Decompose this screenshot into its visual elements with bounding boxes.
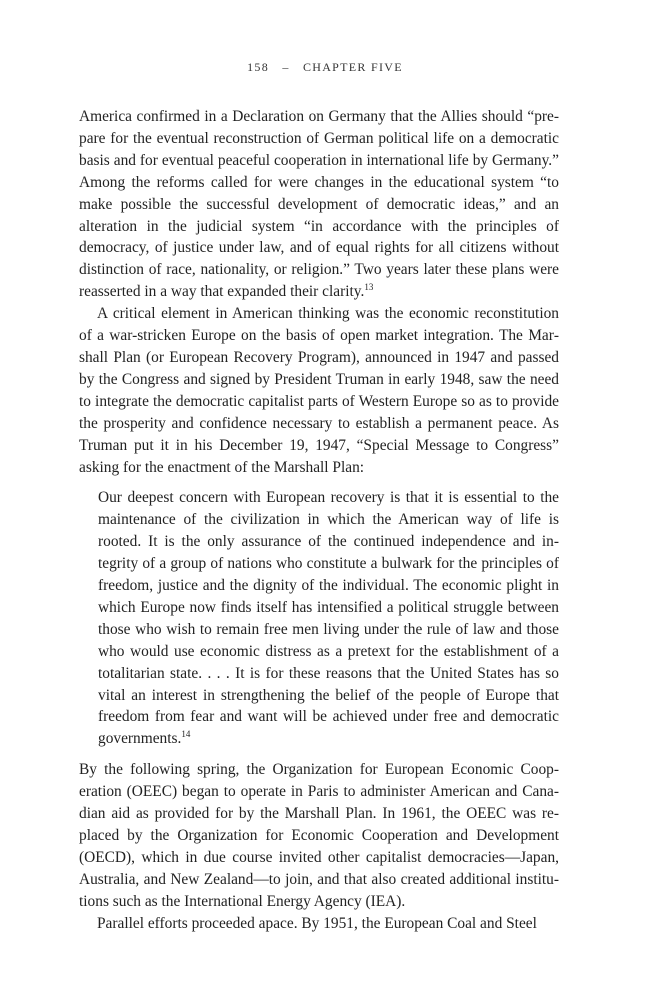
running-header (0, 60, 650, 75)
page-number: 158 (247, 60, 269, 74)
paragraph (79, 913, 559, 935)
paragraph-text: America confirmed in a Declaration on Germany that the Allies should “prepare for the eventual reconstruction of German political life on a democratic basis and for eventual peaceful cooperation in international life by Germany.” Among the reforms called for were changes in the educational system “to make possible the successful development of democratic ideas,” and an alteration in the judicial system “in accordance with the principles of democracy, of justice under law, and of equal rights for all citizens without distinction of race, nationality, or religion.” Two years later these plans were reasserted in a way that expanded their clarity. (79, 108, 559, 301)
body-text (79, 106, 559, 935)
chapter-title: CHAPTER FIVE (302, 60, 403, 74)
block-quote (98, 487, 559, 750)
paragraph-text: A critical element in American thinking was the economic reconstitution of a war-stricken Europe on the basis of open market integration. The Marshall Plan (or European Recovery Program), announced in 1947 and passed by the Congress and signed by President Truman in early 1948, saw the need to integrate the democratic capitalist parts of Western Europe so as to provide the prosperity and confidence necessary to establish a permanent peace. As Truman put it in his December 19, 1947, “Special Message to Congress” asking for the enactment of the Marshall Plan: (79, 305, 559, 476)
paragraph (79, 759, 559, 912)
paragraph (79, 303, 559, 478)
paragraph-text: By the following spring, the Organization for European Economic Cooperation (OEEC) began to operate in Paris to administer American and Canadian aid as provided for by the Marshall Plan. In 1961, the OEEC was replaced by the Organization for Economic Cooperation and Development (OECD), which in due course invited other capitalist democracies—Japan, Australia, and New Zealand—to join, and that also created additional institutions such as the International Energy Agency (IEA). (79, 761, 559, 910)
quote-text: Our deepest concern with European recovery is that it is essential to the maintenance of the civilization in which the American way of life is rooted. It is the only assurance of the continued independence and integrity of a group of nations who constitute a bulwark for the principles of freedom, justice and the dignity of the individual. The economic plight in which Europe now finds itself has intensified a political struggle between those who wish to remain free men living under the rule of law and those who would use economic distress as a pretext for the establishment of a totalitarian state. . . . It is for these reasons that the United States has so vital an interest in strengthening the belief of the people of Europe that freedom from fear and want will be achieved under free and democratic governments. (98, 489, 559, 748)
paragraph (79, 106, 559, 303)
paragraph-text: Parallel efforts proceeded apace. By 1951, the European Coal and Steel (97, 914, 537, 932)
footnote-marker[interactable]: 14 (181, 729, 191, 740)
header-separator: – (282, 60, 290, 74)
footnote-marker[interactable]: 13 (364, 282, 374, 293)
